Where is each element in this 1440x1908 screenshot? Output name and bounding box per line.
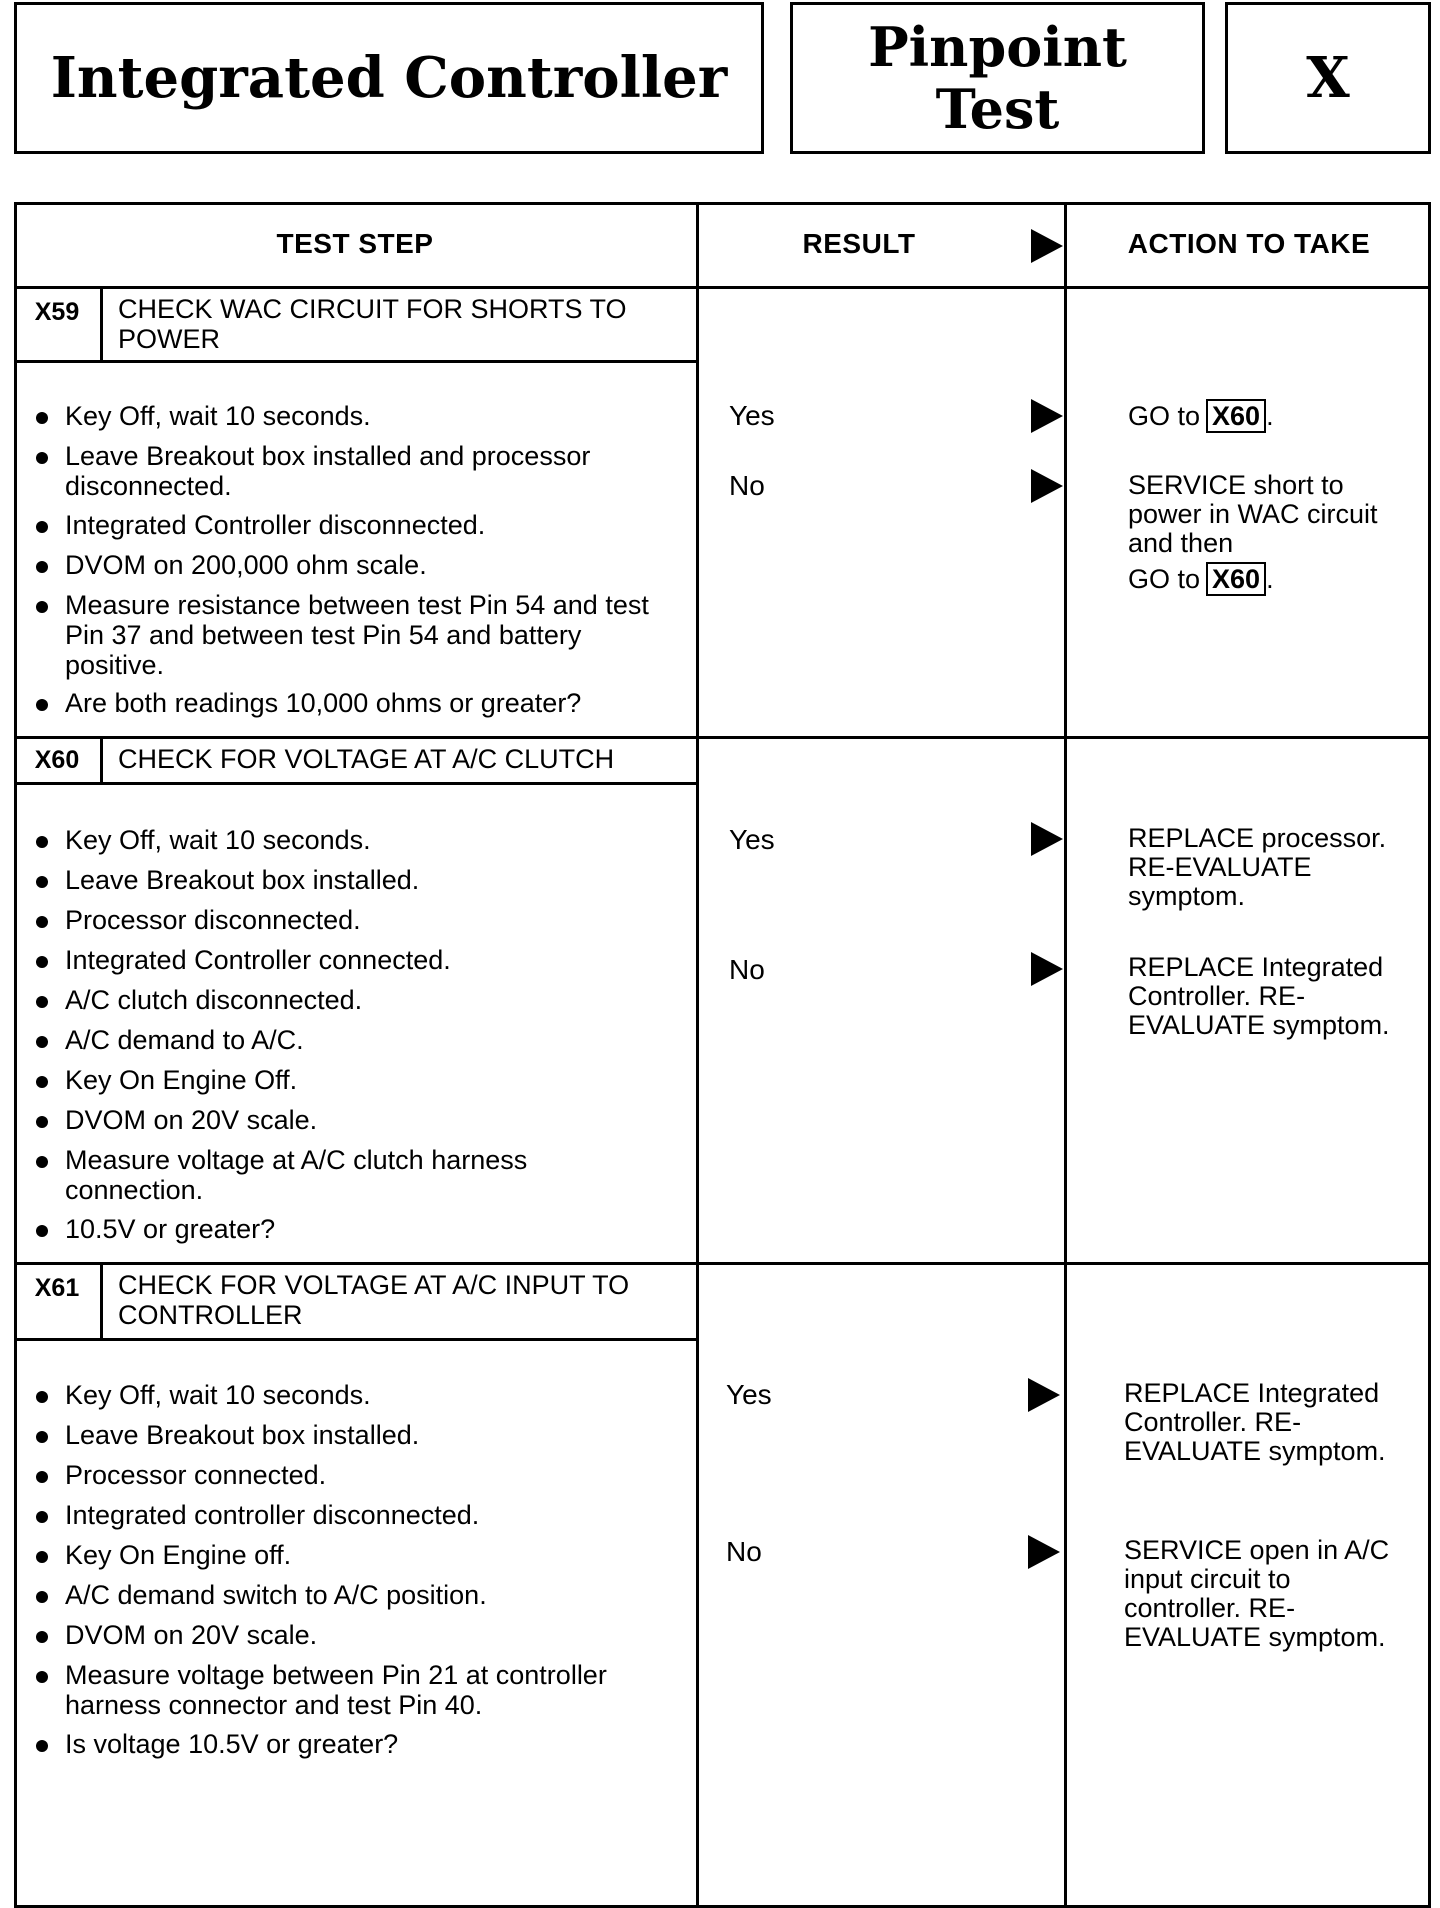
list-item: Measure voltage between Pin 21 at controller harness connector and test Pin 40. [32, 1660, 672, 1720]
pinpoint-line-1: Pinpoint [868, 15, 1127, 79]
list-item: DVOM on 200,000 ohm scale. [32, 550, 672, 580]
title-text: Integrated Controller [50, 45, 728, 111]
col-divider-2 [1064, 202, 1067, 1908]
col-action-label: ACTION TO TAKE [1127, 228, 1371, 259]
list-item: Integrated controller disconnected. [32, 1500, 672, 1530]
result-yes-x61: Yes [726, 1379, 772, 1410]
result-no-x59: No [729, 470, 765, 501]
action-yes-x59 [1128, 399, 1428, 433]
list-item: Processor connected. [32, 1460, 672, 1490]
list-item: Is voltage 10.5V or greater? [32, 1729, 672, 1759]
result-yes-x59: Yes [729, 400, 775, 431]
result-no-x61: No [726, 1536, 762, 1567]
col-divider-1 [696, 202, 699, 1908]
list-item: Leave Breakout box installed. [32, 865, 672, 895]
step-title-x59: CHECK WAC CIRCUIT FOR SHORTS TO POWER [118, 294, 627, 354]
action-yes-x61: REPLACE Integrated Controller. RE-EVALUATE symptom. [1124, 1378, 1386, 1466]
x60-id-divider [100, 736, 103, 782]
result-no-x60: No [729, 954, 765, 985]
test-letter-box [1225, 2, 1431, 154]
action-text: GO to [1128, 564, 1201, 594]
x59-id-divider [100, 286, 103, 360]
action-no-x61: SERVICE open in A/C input circuit to controller. RE-EVALUATE symptom. [1124, 1535, 1390, 1652]
list-item: Key Off, wait 10 seconds. [32, 1380, 672, 1410]
x60-title-underline [14, 782, 696, 785]
action-suffix: . [1266, 564, 1274, 594]
list-item: Leave Breakout box installed and processor disconnected. [32, 441, 672, 501]
pinpoint-test-label [790, 2, 1205, 154]
arrow-icon [1031, 469, 1063, 503]
arrow-icon [1028, 1535, 1060, 1569]
step-ref-x60[interactable]: X60 [1206, 399, 1266, 433]
header-arrow-icon [1031, 229, 1063, 263]
page-title [14, 2, 764, 154]
row-divider [14, 736, 1431, 739]
list-item: A/C demand to A/C. [32, 1025, 672, 1055]
list-item: Key Off, wait 10 seconds. [32, 825, 672, 855]
step-id-x61: X61 [34, 1274, 80, 1302]
list-item: A/C clutch disconnected. [32, 985, 672, 1015]
list-item: Integrated Controller disconnected. [32, 510, 672, 540]
arrow-icon [1031, 399, 1063, 433]
col-result-label: RESULT [802, 228, 916, 259]
list-item: 10.5V or greater? [32, 1214, 672, 1244]
col-action [1067, 202, 1431, 286]
action-no-x59 [1128, 471, 1418, 596]
step-title-x60: CHECK FOR VOLTAGE AT A/C CLUTCH [118, 744, 615, 774]
action-no-x60: REPLACE Integrated Controller. RE-EVALUATE symptom. [1128, 952, 1390, 1040]
list-item: Key Off, wait 10 seconds. [32, 401, 672, 431]
list-item: Key On Engine Off. [32, 1065, 672, 1095]
arrow-icon [1028, 1378, 1060, 1412]
list-item: A/C demand switch to A/C position. [32, 1580, 672, 1610]
row-divider [14, 1262, 1431, 1265]
pinpoint-line-2: Test [935, 77, 1060, 141]
list-item: Are both readings 10,000 ohms or greater? [32, 688, 672, 718]
col-test-step [14, 202, 696, 286]
test-letter: X [1306, 45, 1350, 111]
list-item: Leave Breakout box installed. [32, 1420, 672, 1450]
x61-id-divider [100, 1262, 103, 1338]
list-item: Integrated Controller connected. [32, 945, 672, 975]
action-text: SERVICE short to power in WAC circuit and then [1128, 470, 1378, 558]
result-yes-x60: Yes [729, 824, 775, 855]
list-item: DVOM on 20V scale. [32, 1620, 672, 1650]
col-test-step-label: TEST STEP [276, 228, 434, 259]
list-item: Key On Engine off. [32, 1540, 672, 1570]
list-item: DVOM on 20V scale. [32, 1105, 672, 1135]
arrow-icon [1031, 822, 1063, 856]
step-id-x60: X60 [34, 746, 80, 774]
action-suffix: . [1266, 401, 1274, 431]
action-text: GO to [1128, 401, 1201, 431]
col-result [699, 202, 1019, 286]
x59-title-underline [14, 360, 696, 363]
list-item: Measure voltage at A/C clutch harness connection. [32, 1145, 672, 1205]
list-item: Measure resistance between test Pin 54 and test Pin 37 and between test Pin 54 and battery positive. [32, 590, 672, 680]
x61-title-underline [14, 1338, 696, 1341]
step-ref-x60[interactable]: X60 [1206, 562, 1266, 596]
header-row-divider [14, 286, 1431, 289]
step-id-x59: X59 [34, 298, 80, 326]
list-item: Processor disconnected. [32, 905, 672, 935]
arrow-icon [1031, 952, 1063, 986]
action-yes-x60: REPLACE processor. RE-EVALUATE symptom. [1128, 823, 1387, 911]
step-title-x61: CHECK FOR VOLTAGE AT A/C INPUT TO CONTROLLER [118, 1270, 630, 1330]
